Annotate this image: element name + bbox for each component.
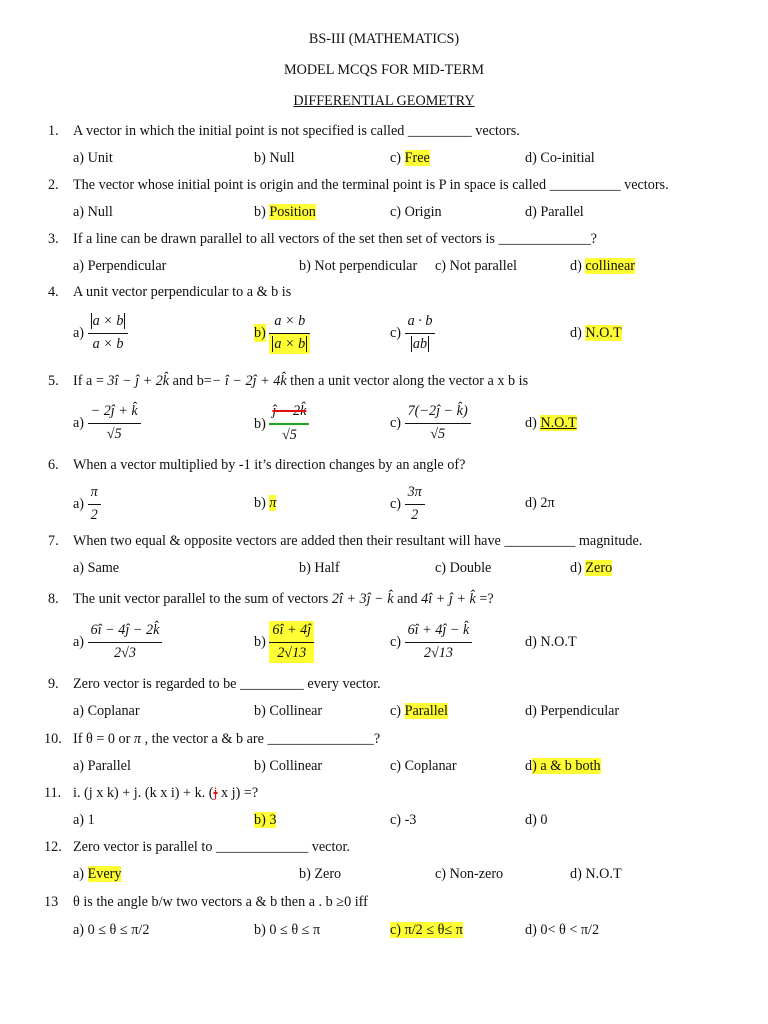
subject-title-text: DIFFERENTIAL GEOMETRY [293,93,475,109]
option-label: b) [254,634,266,650]
question-text: A vector in which the initial point is not specified is called _________ vectors. [73,123,520,139]
denominator: √5 [106,426,122,442]
answer-highlight: N.O.T [585,325,622,341]
fraction [405,483,425,525]
subject-title [0,92,768,110]
question-text: Zero vector is regarded to be _________ every vector. [73,676,381,692]
fraction [269,312,310,354]
question-text: When a vector multiplied by -1 it’s direction changes by an angle of? [73,457,466,473]
option-b [254,402,309,445]
option-label: c) [390,703,405,719]
denominator: 2√13 [277,645,307,661]
question-number: 2. [48,177,59,193]
option-d [570,257,635,275]
vector-1-expression: 2î + 3ĵ − k̂ [331,591,394,607]
answer-highlight: b) 3 [254,812,277,828]
fraction [88,402,141,444]
fraction [88,483,101,525]
option-d: d) Perpendicular [525,703,620,719]
question-number: 8. [48,591,59,607]
option-c [390,921,463,939]
option-d [570,324,622,342]
option-label: d) [525,415,541,431]
option-label: b) [254,204,270,220]
option-d: d) Parallel [525,204,584,220]
question-number: 7. [48,533,59,549]
option-c: c) Double [435,560,492,576]
option-c [390,402,471,444]
option-d [525,414,577,432]
option-d: d) 0 [525,812,548,828]
option-b: b) Collinear [254,703,323,719]
text-segment: If a = [73,373,104,389]
option-b [254,203,316,221]
option-a [73,621,162,663]
fraction [269,621,314,663]
numerator: 6î + 4ĵ [269,621,314,643]
text-segment: and [397,591,418,607]
question-text [73,730,380,748]
denominator: a × b [274,336,306,352]
fraction [269,402,309,445]
answer-highlight: N.O.T [540,415,577,431]
option-a: a) Parallel [73,758,131,774]
option-a: a) Perpendicular [73,258,167,274]
question-number: 4. [48,284,59,300]
question-number: 11. [44,785,62,801]
fraction [88,621,163,663]
numerator: a × b [92,313,124,329]
option-label: b) [254,415,266,432]
answer-highlight: c) π/2 ≤ θ≤ π [390,922,463,938]
option-b: b) Null [254,150,295,166]
option-a: a) Same [73,560,120,576]
option-c: c) Origin [390,204,442,220]
text-segment: , the vector a & b are _______________? [144,731,381,747]
question-text: θ is the angle b/w two vectors a & b then a . b ≥0 iff [73,894,368,910]
text-segment: If θ = 0 or [73,731,131,747]
denominator: 2 [90,507,98,523]
question-text: The vector whose initial point is origin and the terminal point is P in space is called __________ vectors. [73,177,669,193]
answer-highlight: π [269,495,277,511]
option-d: d) 0< θ < π/2 [525,922,600,938]
question-number: 5. [48,373,59,389]
numerator: 6î + 4ĵ − k̂ [405,621,473,643]
vector-b-expression: − î − 2ĵ + 4k̂ [211,373,287,389]
text-segment: =? [479,591,494,607]
text-segment: and b= [172,373,212,389]
question-number: 13 [44,894,59,910]
fraction [88,312,129,354]
vector-2-expression: 4î + ĵ + k̂ [421,591,476,607]
text-segment: then a unit vector along the vector a x b is [290,373,529,389]
text-segment: x j) =? [217,785,259,801]
question-text: If a line can be drawn parallel to all vectors of the set then set of vectors is _____________? [73,231,597,247]
vector-a-expression: 3î − ĵ + 2k̂ [107,373,170,389]
numerator: 3π [405,483,425,505]
option-label: a) [73,415,85,431]
question-text [73,590,494,608]
option-d: d) N.O.T [525,634,577,650]
option-label: d) [570,258,586,274]
option-label: a) [73,866,88,882]
answer-highlight: Every [87,866,122,882]
denominator: ab [412,336,428,352]
question-text [73,372,528,390]
option-c: c) -3 [390,812,417,828]
text-segment: The unit vector parallel to the sum of vectors [73,591,329,607]
option-d [570,559,612,577]
option-c [390,621,472,663]
question-text [73,784,258,802]
option-label: c) [390,496,402,512]
question-number: 3. [48,231,59,247]
option-d: d) N.O.T [570,866,622,882]
option-b [254,621,314,663]
numerator: π [88,483,101,505]
option-a [73,312,128,354]
numerator: 7(−2ĵ − k̂) [405,402,471,424]
denominator: √5 [430,426,446,442]
struck-letter: j [213,785,218,801]
numerator: − 2ĵ + k̂ [88,402,141,424]
denominator: √5 [281,427,297,443]
numerator: 6î − 4ĵ − 2k̂ [88,621,163,643]
option-a: a) 1 [73,812,95,828]
option-a [73,483,101,525]
option-label: d) [570,325,586,341]
option-a: a) Null [73,204,113,220]
question-number: 6. [48,457,59,473]
option-a: a) 0 ≤ θ ≤ π/2 [73,922,150,938]
question-number: 9. [48,676,59,692]
option-b: b) Not perpendicular [299,258,418,274]
answer-highlight: ) a & b both [532,758,601,774]
option-label: c) [390,325,402,341]
question-text: A unit vector perpendicular to a & b is [73,284,292,300]
fraction [405,402,471,444]
question-text: When two equal & opposite vectors are added then their resultant will have __________ magnitude. [73,533,643,549]
pi-symbol: π [133,731,142,747]
option-label: d [525,758,533,774]
option-label: a) [73,496,85,512]
answer-highlight: Zero [585,560,613,576]
option-d: d) 2π [525,495,555,511]
option-c: c) Non-zero [435,866,504,882]
option-label: a) [73,634,85,650]
denominator: 2 [411,507,419,523]
option-c [390,483,425,525]
option-c: c) Not parallel [435,258,517,274]
option-b [254,494,276,512]
option-d: d) Co-initial [525,150,595,166]
option-b: b) Collinear [254,758,323,774]
option-c: c) Coplanar [390,758,457,774]
option-a [73,402,141,444]
course-title: BS-III (MATHEMATICS) [308,31,460,47]
denominator: 2√3 [113,645,136,661]
option-label: b) [254,495,270,511]
option-label: c) [390,634,402,650]
option-label: d) [570,560,586,576]
question-number: 12. [44,839,62,855]
option-label: c) [390,415,402,431]
question-number: 1. [48,123,59,139]
answer-highlight: Parallel [404,703,448,719]
numerator: ĵ − 2k̂ [269,402,309,424]
text-segment: i. (j x k) + j. (k x i) + k. ( [73,785,214,801]
option-c [390,702,448,720]
numerator: a · b [405,312,436,334]
option-c [390,149,430,167]
denominator: a × b [92,336,124,352]
fraction [405,312,436,354]
numerator: a × b [269,312,310,334]
option-b: b) 0 ≤ θ ≤ π [254,922,321,938]
option-a: a) Coplanar [73,703,140,719]
option-d [525,757,601,775]
option-c [390,312,435,354]
exam-title: MODEL MCQS FOR MID-TERM [283,62,485,78]
question-number: 10. [44,731,62,747]
option-b: b) Half [299,560,340,576]
answer-highlight: collinear [585,258,636,274]
option-label: a) [73,325,85,341]
answer-highlight: Position [269,204,316,220]
option-label: b) [254,325,266,341]
option-b [254,811,276,829]
answer-highlight: Free [404,150,430,166]
question-text: Zero vector is parallel to _____________ vector. [73,839,350,855]
fraction [405,621,473,663]
option-label: c) [390,150,405,166]
option-a: a) Unit [73,150,113,166]
denominator: 2√13 [423,645,453,661]
option-b: b) Zero [299,866,342,882]
option-b [254,312,310,354]
option-a [73,865,121,883]
